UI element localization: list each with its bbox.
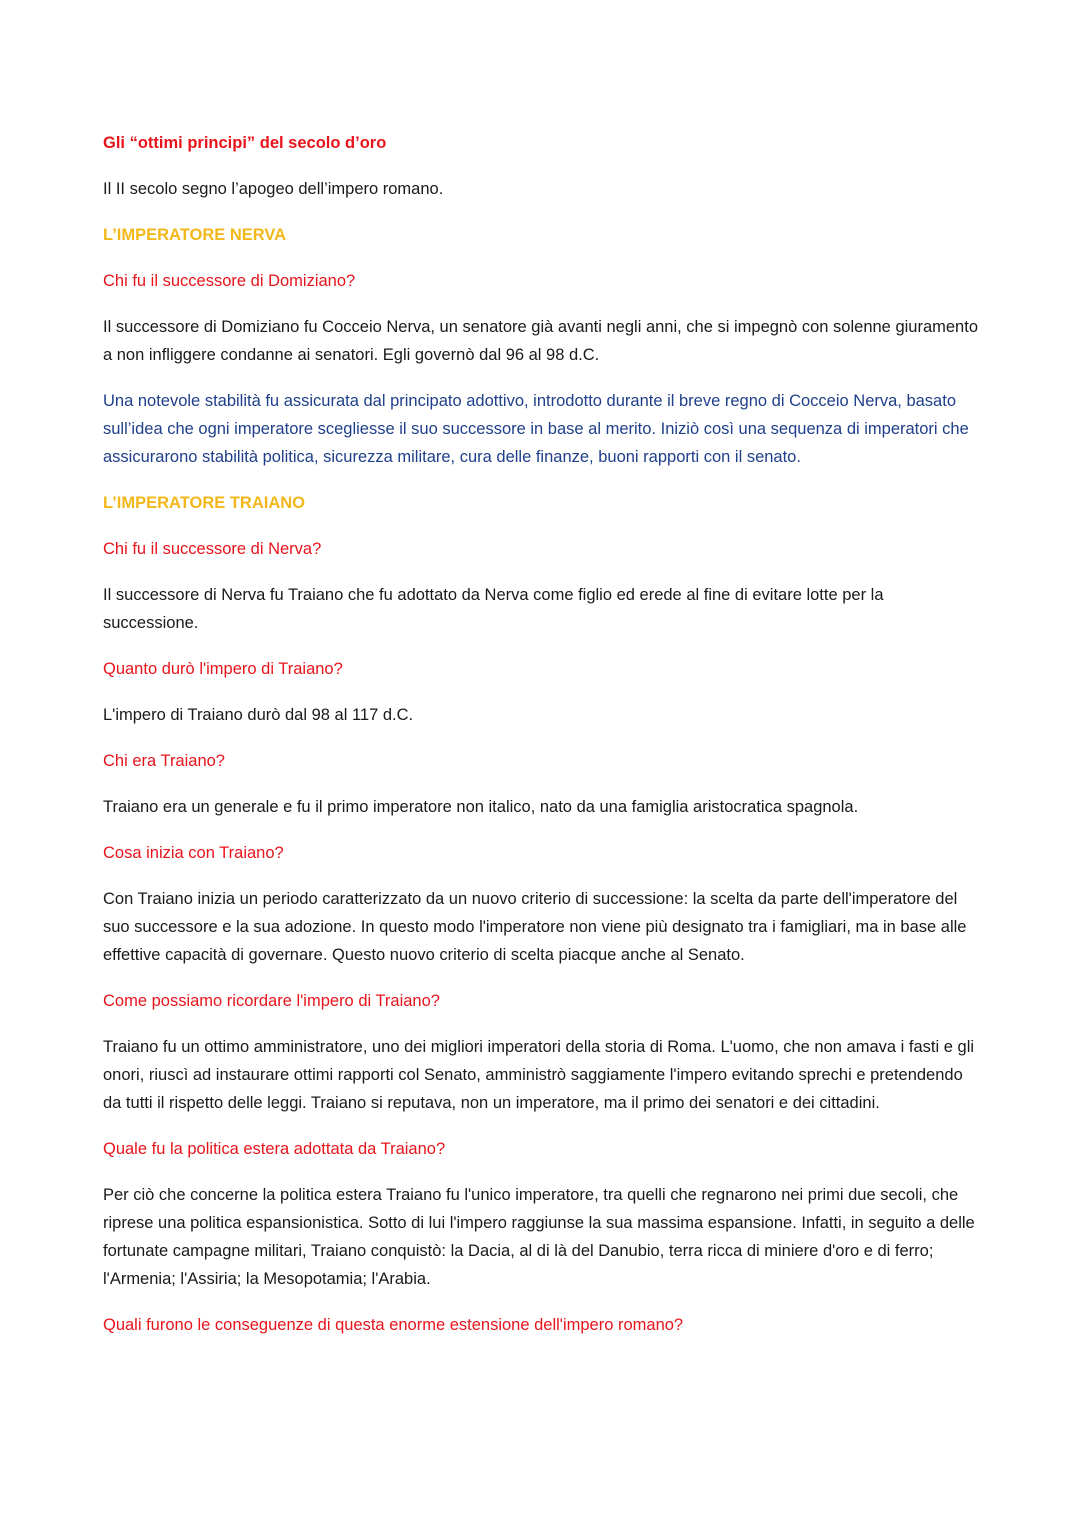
question-politica-estera: Quale fu la politica estera adottata da Traiano? — [103, 1140, 446, 1158]
document-title: Gli “ottimi principi” del secolo d’oro — [103, 134, 387, 152]
note-principato-adottivo: Una notevole stabilità fu assicurata dal principato adottivo, introdotto durante il breve regno di Cocceio Nerva, basato sull’idea che ogni imperatore scegliesse il suo successore in base al merito. Iniziò così una sequenza di imperatori che assicurarono stabilità politica, sicurezza militare, cura delle finanze, buoni rapporti con il senato. — [103, 392, 969, 466]
question-successore-nerva: Chi fu il successore di Nerva? — [103, 540, 322, 558]
question-successore-domiziano: Chi fu il successore di Domiziano? — [103, 272, 356, 290]
question-ricordare-impero: Come possiamo ricordare l'impero di Traiano? — [103, 992, 440, 1010]
question-durata-impero: Quanto durò l'impero di Traiano? — [103, 660, 343, 678]
answer-ricordare-impero: Traiano fu un ottimo amministratore, uno dei migliori imperatori della storia di Roma. L'uomo, che non amava i fasti e gli onori, riuscì ad instaurare ottimi rapporti col Senato, amministrò saggiamente l'impero evitando sprechi e pretendendo da tutti il rispetto delle leggi. Traiano si reputava, non un imperatore, ma il primo dei senatori e dei cittadini. — [103, 1038, 975, 1112]
answer-politica-estera: Per ciò che concerne la politica estera Traiano fu l'unico imperatore, tra quelli che regnarono nei primi due secoli, che riprese una politica espansionistica. Sotto di lui l'impero raggiunse la sua massima espansione. Infatti, in seguito a delle fortunate campagne militari, Traiano conquistò: la Dacia, al di là del Danubio, terra ricca di miniere d'oro e di ferro; l'Armenia; l'Assiria; la Mesopotamia; l'Arabia. — [103, 1186, 975, 1288]
answer-successore-nerva: Il successore di Nerva fu Traiano che fu adottato da Nerva come figlio ed erede al fine di evitare lotte per la successione. — [103, 586, 884, 632]
question-cosa-inizia: Cosa inizia con Traiano? — [103, 844, 284, 862]
question-conseguenze: Quali furono le conseguenze di questa enorme estensione dell'impero romano? — [103, 1316, 684, 1334]
question-chi-era-traiano: Chi era Traiano? — [103, 752, 225, 770]
section-heading-traiano: L’IMPERATORE TRAIANO — [103, 494, 305, 512]
section-heading-nerva: L’IMPERATORE NERVA — [103, 226, 287, 244]
document-page — [103, 129, 981, 1357]
answer-chi-era-traiano: Traiano era un generale e fu il primo imperatore non italico, nato da una famiglia aristocratica spagnola. — [103, 798, 859, 816]
intro-paragraph: Il II secolo segno l’apogeo dell’impero romano. — [103, 180, 444, 198]
answer-cosa-inizia: Con Traiano inizia un periodo caratterizzato da un nuovo criterio di successione: la scelta da parte dell'imperatore del suo successore e la sua adozione. In questo modo l'imperatore non viene più designato tra i famigliari, ma in base alle effettive capacità di governare. Questo nuovo criterio di scelta piacque anche al Senato. — [103, 890, 967, 964]
answer-successore-domiziano: Il successore di Domiziano fu Cocceio Nerva, un senatore già avanti negli anni, che si impegnò con solenne giuramento a non infliggere condanne ai senatori. Egli governò dal 96 al 98 d.C. — [103, 318, 978, 364]
answer-durata-impero: L'impero di Traiano durò dal 98 al 117 d.C. — [103, 706, 414, 724]
